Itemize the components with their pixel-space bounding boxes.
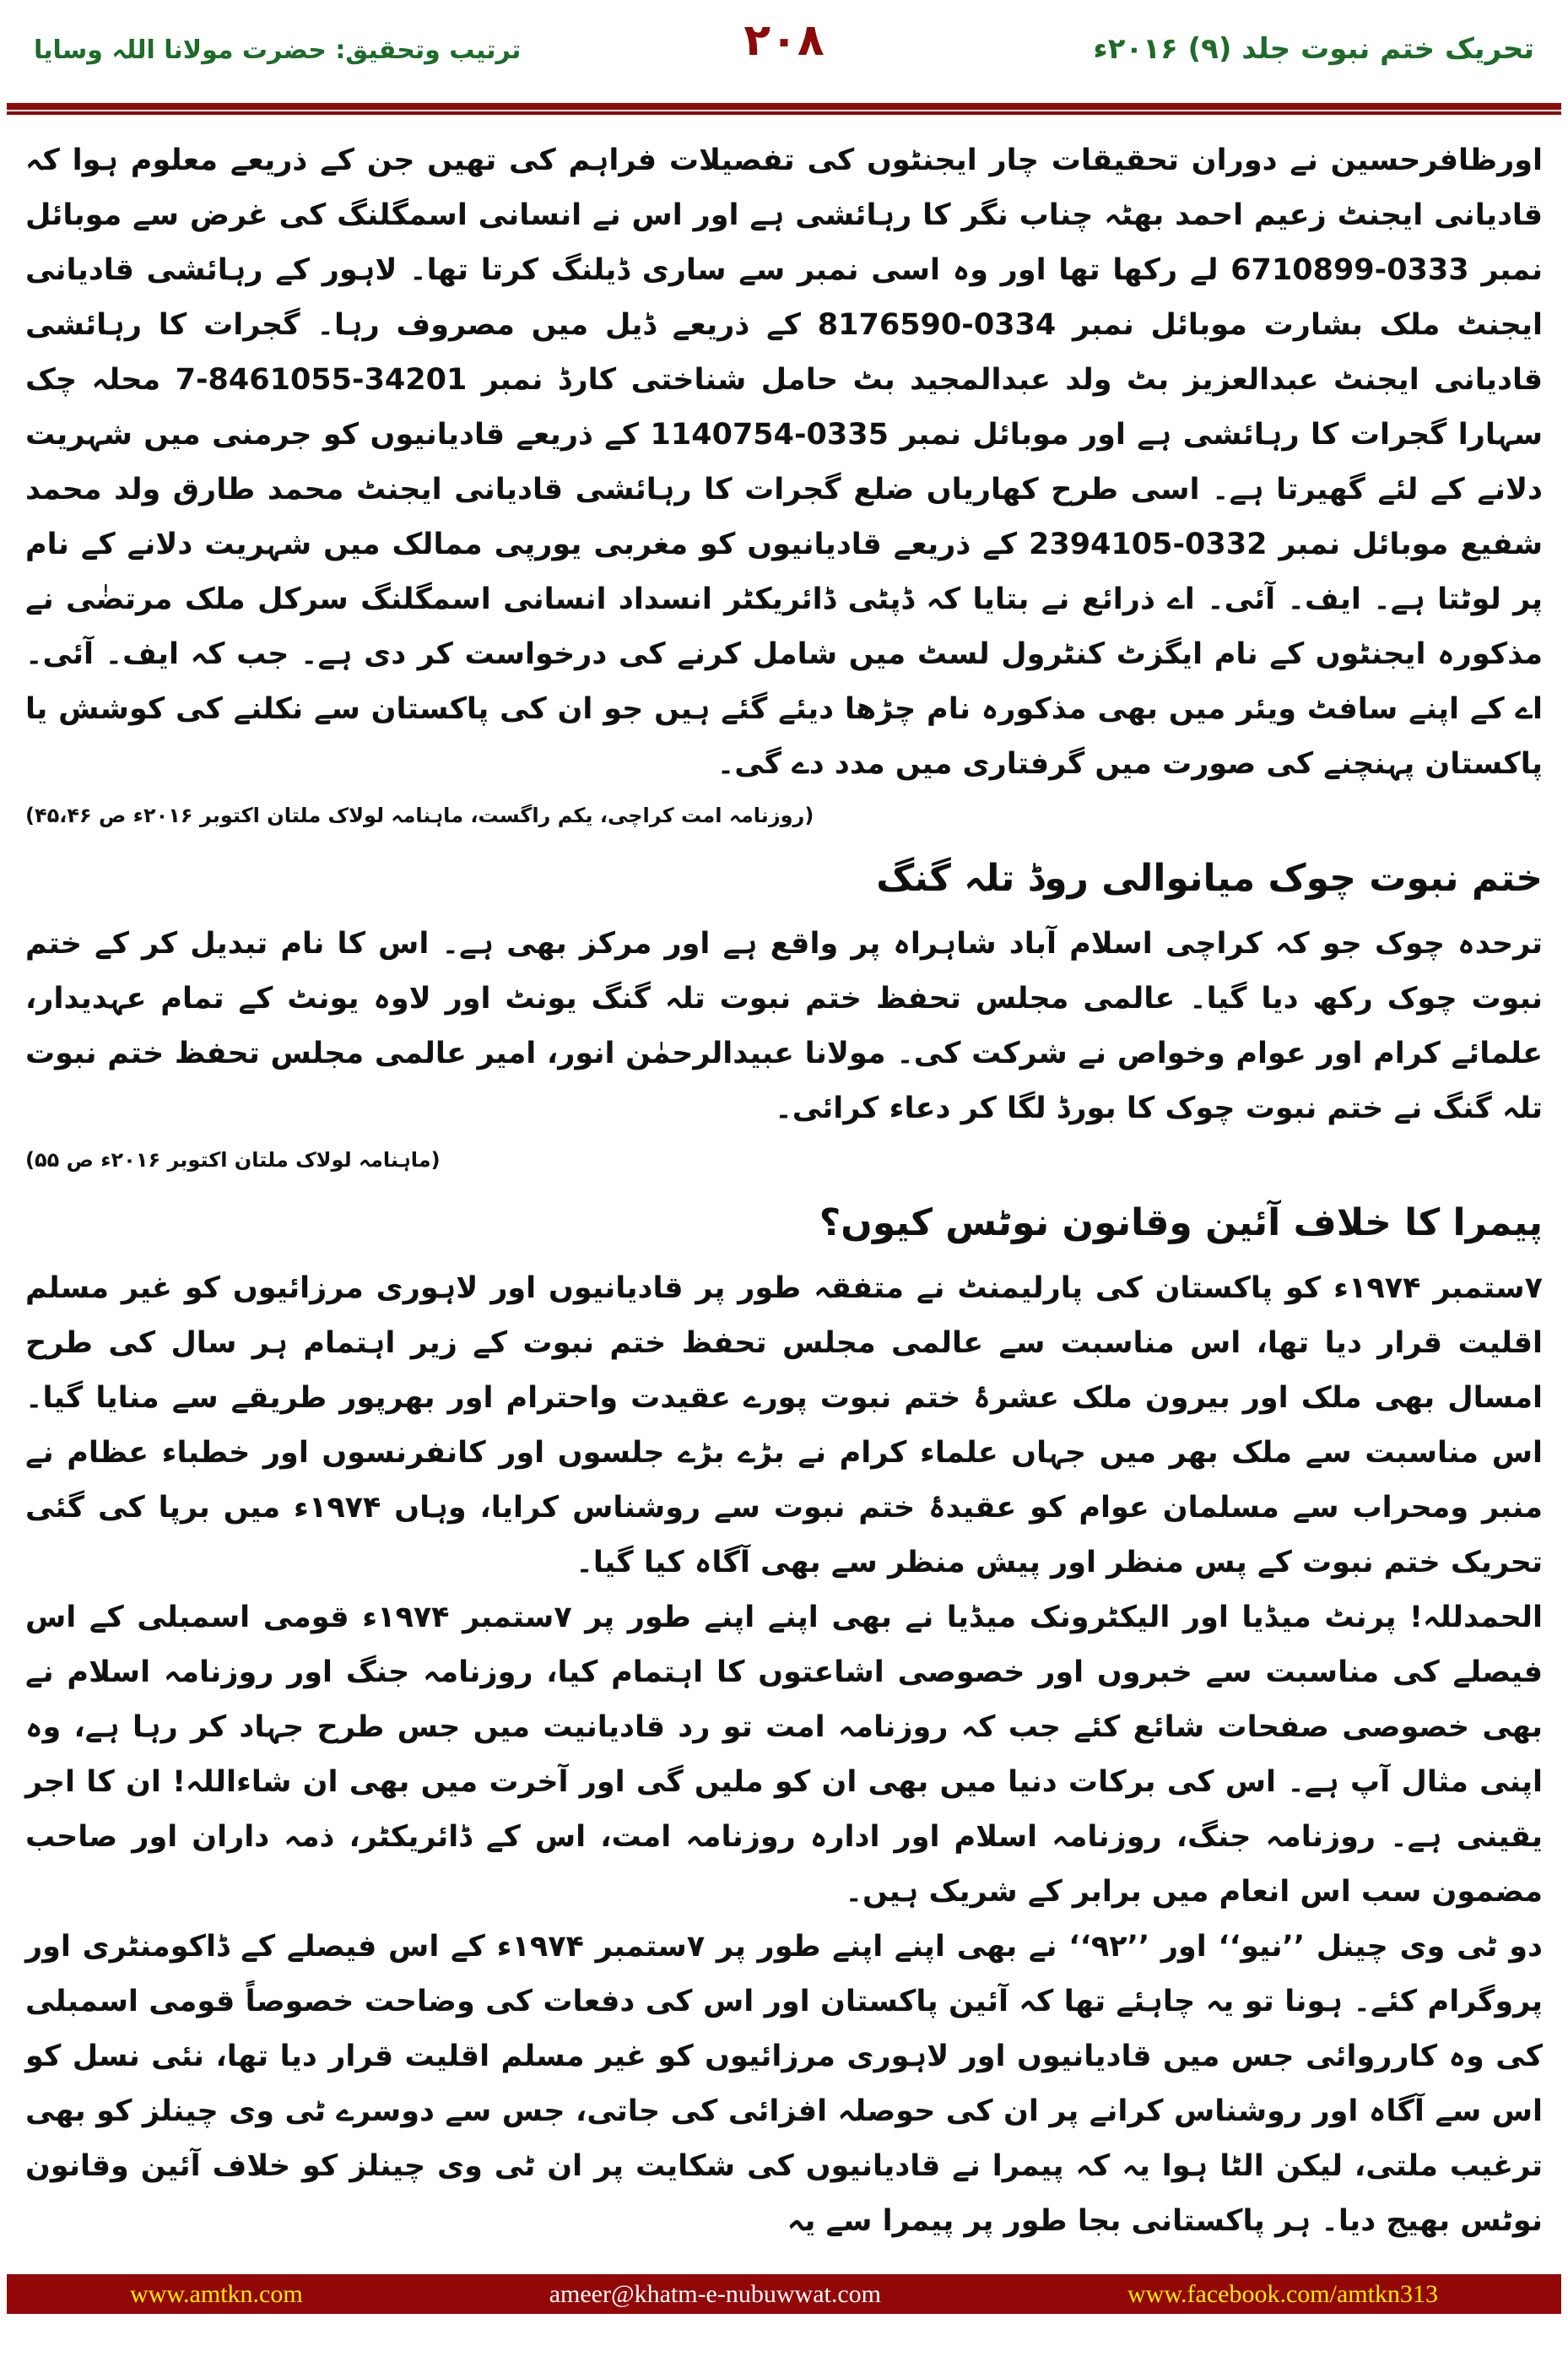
facebook-link[interactable]: www.facebook.com/amtkn313 (1127, 2279, 1438, 2308)
book-title: تحریک ختم نبوت جلد (۹) ۲۰۱۶ء (1093, 32, 1534, 66)
page-body (0, 118, 1568, 2249)
page-header (0, 0, 1568, 118)
website-link[interactable]: www.amtkn.com (130, 2279, 303, 2308)
footer-bar (7, 2274, 1561, 2314)
article1-paragraph: اورظافرحسین نے دوران تحقیقات چار ایجنٹوں کی تفصیلات فراہم کی تھیں جن کے ذریعے معلوم ہوا کہ قادیانی ایجنٹ زعیم احمد بھٹہ چناب نگر کا رہائشی ہے اور اس نے انسانی اسمگلنگ کی غرض سے موبائل نمبر 0333-6710899 لے رکھا تھا اور وہ اسی نمبر سے ساری ڈیلنگ کرتا تھا۔ لاہور کے رہائشی قادیانی ایجنٹ ملک بشارت موبائل نمبر 0334-8176590 کے ذریعے ڈیل میں مصروف رہا۔ گجرات کا رہائشی قادیانی ایجنٹ عبدالعزیز بٹ ولد عبدالمجید بٹ حامل شناختی کارڈ نمبر 34201-8461055-7 محلہ چک سہارا گجرات کا رہائشی ہے اور موبائل نمبر 0335-1140754 کے ذریعے قادیانیوں کو جرمنی میں شہریت دلانے کے لئے گھیرتا ہے۔ اسی طرح کھاریاں ضلع گجرات کا رہائشی قادیانی ایجنٹ محمد طارق ولد محمد شفیع موبائل نمبر 0332-2394105 کے ذریعے قادیانیوں کو مغربی یورپی ممالک میں شہریت دلانے کے نام پر لوٹتا ہے۔ ایف۔ آئی۔ اے ذرائع نے بتایا کہ ڈپٹی ڈائریکٹر انسداد انسانی اسمگلنگ سرکل ملک مرتضٰی نے مذکورہ ایجنٹوں کے نام ایگزٹ کنٹرول لسٹ میں شامل کرنے کی درخواست کر دی ہے۔ جب کہ ایف۔ آئی۔ اے کے اپنے سافٹ ویئر میں بھی مذکورہ نام چڑھا دیئے گئے ہیں جو ان کی پاکستان سے نکلنے کی کوشش یا پاکستان پہنچنے کی صورت میں گرفتاری میں مدد دے گی۔ (25, 144, 1544, 781)
article3-paragraph-2: الحمدللہ! پرنٹ میڈیا اور الیکٹرونک میڈیا نے بھی اپنے اپنے طور پر ۷ستمبر ۱۹۷۴ء قومی اسمبلی کے اس فیصلے کی مناسبت سے خبروں اور خصوصی اشاعتوں کا اہتمام کیا، روزنامہ جنگ اور روزنامہ اسلام نے بھی خصوصی صفحات شائع کئے جب کہ روزنامہ امت تو رد قادیانیت میں جس طرح جہاد کر رہا ہے، وہ اپنی مثال آپ ہے۔ اس کی برکات دنیا میں بھی ان کو ملیں گی اور آخرت میں بھی ان شاءاللہ! ان کا اجر یقینی ہے۔ روزنامہ جنگ، روزنامہ اسلام اور ادارہ روزنامہ امت، اس کے ڈائریکٹر، ذمہ داران اور صاحب مضمون سب اس انعام میں برابر کے شریک ہیں۔ (25, 1601, 1543, 1909)
article3-paragraph-1: ۷ستمبر ۱۹۷۴ء کو پاکستان کی پارلیمنٹ نے متفقہ طور پر قادیانیوں اور لاہوری مرزائیوں کو غیر مسلم اقلیت قرار دیا تھا، اس مناسبت سے عالمی مجلس تحفظ ختم نبوت کے زیر اہتمام ہر سال کی طرح امسال بھی ملک اور بیرون ملک عشرۂ ختم نبوت پورے عقیدت واحترام اور بھرپور طریقے سے منایا گیا۔ اس مناسبت سے ملک بھر میں جہاں علماء کرام نے بڑے بڑے جلسوں اور کانفرنسوں اور خطباء عظام نے منبر ومحراب سے مسلمان عوام کو عقیدۂ ختم نبوت سے روشناس کرایا، وہاں ۱۹۷۴ء میں برپا کی گئی تحریک ختم نبوت کے پس منظر اور پیش منظر سے بھی آگاہ کیا گیا۔ (25, 1271, 1544, 1579)
article3-paragraph-3: دو ٹی وی چینل ’’نیو‘‘ اور ’’۹۲‘‘ نے بھی اپنے اپنے طور پر ۷ستمبر ۱۹۷۴ء کے اس فیصلے کے ڈاکومنٹری اور پروگرام کئے۔ ہونا تو یہ چاہئے تھا کہ آئین پاکستان اور اس کی دفعات کی وضاحت خصوصاً قومی اسمبلی کی وہ کارروائی جس میں قادیانیوں اور لاہوری مرزائیوں کو غیر مسلم اقلیت قرار دیا تھا، نئی نسل کو اس سے آگاہ اور روشناس کرانے پر ان کی حوصلہ افزائی کی جاتی، جس سے دوسرے ٹی وی چینلز کو بھی ترغیب ملتی، لیکن الٹا ہوا یہ کہ پیمرا نے قادیانیوں کی شکایت پر ان ٹی وی چینلز کو خلاف آئین وقانون نوٹس بھیج دیا۔ ہر پاکستانی بجا طور پر پیمرا سے یہ (25, 1930, 1543, 2238)
article2-heading: ختم نبوت چوک میانوالی روڈ تلہ گنگ (876, 857, 1543, 900)
page-number: ۲۰۸ (743, 15, 825, 66)
article3-heading: پیمرا کا خلاف آئین وقانون نوٹس کیوں؟ (819, 1201, 1543, 1244)
header-rule (7, 103, 1561, 110)
email-link[interactable]: ameer@khatm-e-nubuwwat.com (549, 2279, 881, 2308)
article2-paragraph: ترحدہ چوک جو کہ کراچی اسلام آباد شاہراہ پر واقع ہے اور مرکز بھی ہے۔ اس کا نام تبدیل کر کے ختم نبوت چوک رکھ دیا گیا۔ عالمی مجلس تحفظ ختم نبوت تلہ گنگ یونٹ اور لاوہ یونٹ کے تمام عہدیدار، علمائے کرام اور عوام وخواص نے شرکت کی۔ مولانا عبیدالرحمٰن انور، امیر عالمی مجلس تحفظ ختم نبوت تلہ گنگ نے ختم نبوت چوک کا بورڈ لگا کر دعاء کرائی۔ (25, 927, 1543, 1125)
header-rule-thin (7, 111, 1561, 115)
compiler-credit: ترتیب وتحقیق: حضرت مولانا اللہ وسایا (34, 35, 522, 65)
article1-citation: (روزنامہ امت کراچی، یکم راگست، ماہنامہ لولاک ملتان اکتوبر ۲۰۱۶ء ص ۴۵،۴۶) (25, 804, 814, 827)
article2-citation: (ماہنامہ لولاک ملتان اکتوبر ۲۰۱۶ء ص ۵۵) (25, 1148, 441, 1172)
